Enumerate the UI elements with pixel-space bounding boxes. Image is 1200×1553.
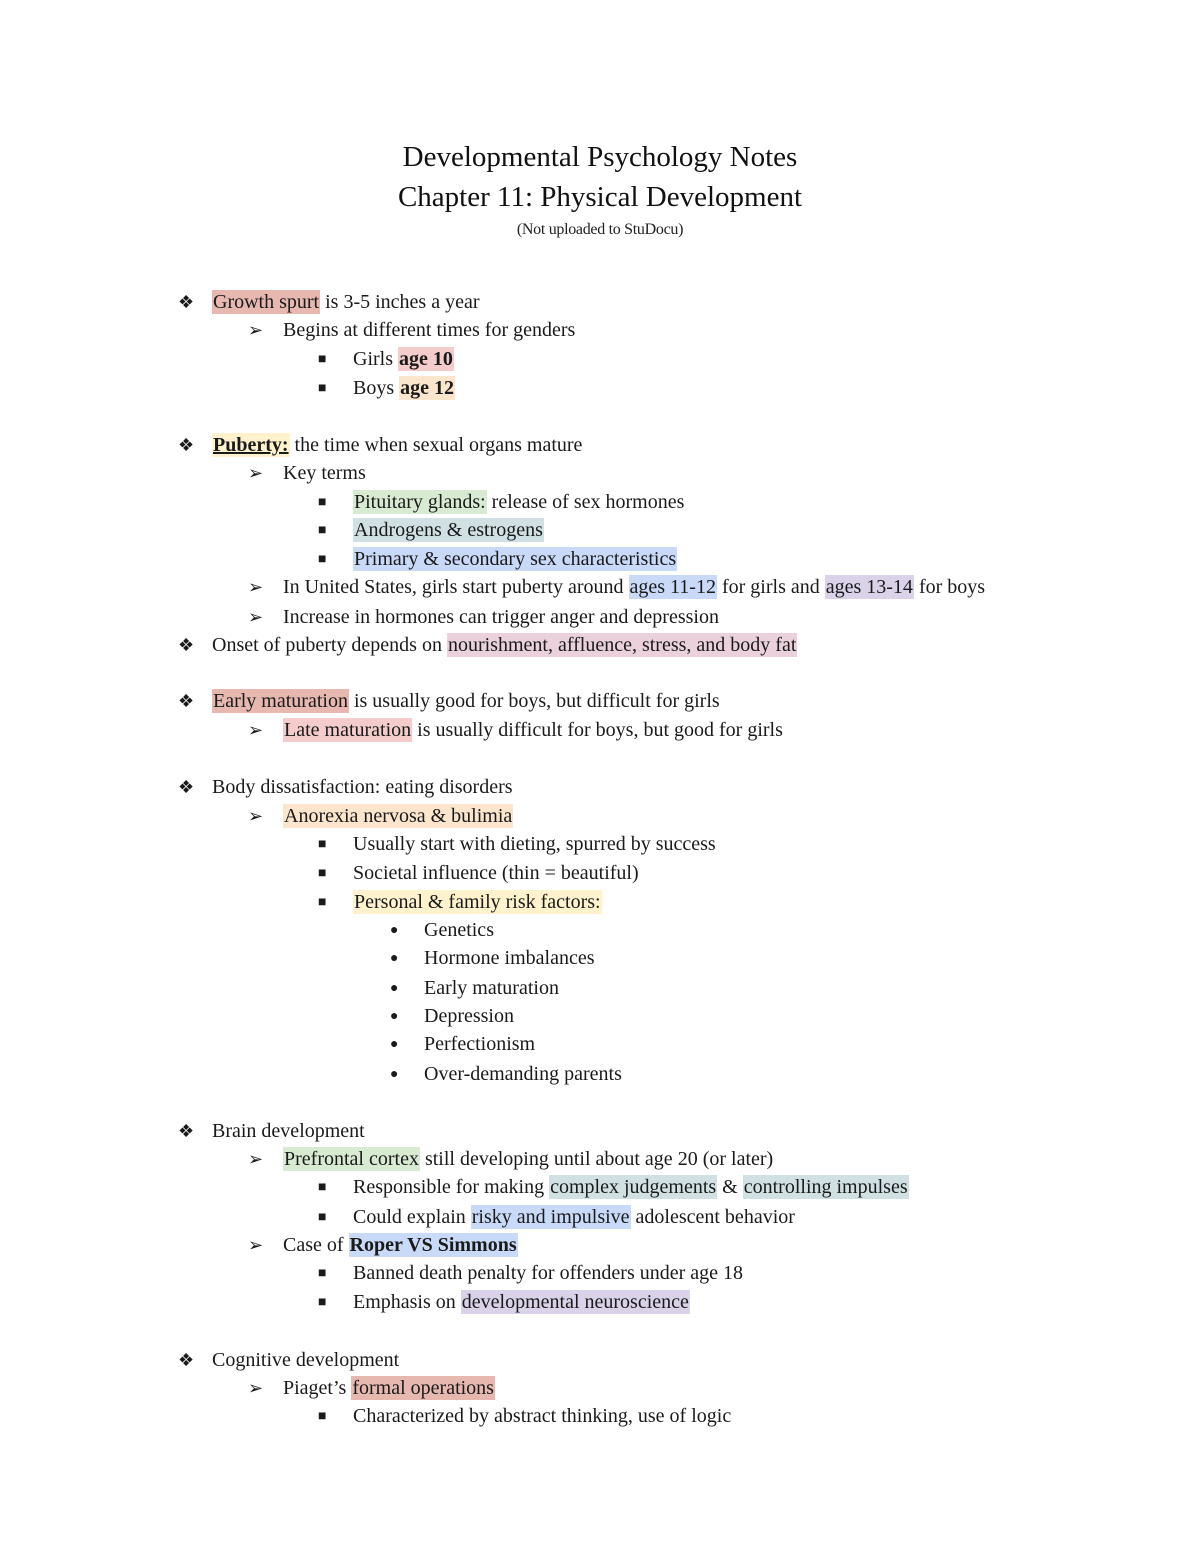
- highlight: Roper VS Simmons: [349, 1234, 517, 1256]
- list-item: [353, 347, 454, 371]
- list-item: Usually start with dieting, spurred by success: [353, 833, 716, 855]
- text: Emphasis on: [353, 1291, 461, 1313]
- dot-bullet-icon: ●: [390, 923, 399, 938]
- list-item: Hormone imbalances: [424, 947, 595, 969]
- list-item: [212, 633, 797, 657]
- arrow-bullet-icon: ➢: [248, 720, 264, 740]
- highlight: complex judgements: [550, 1176, 717, 1198]
- list-item: [353, 1205, 795, 1229]
- highlight: Late maturation: [284, 719, 412, 741]
- diamond-bullet-icon: ❖: [178, 435, 195, 455]
- square-bullet-icon: ■: [318, 895, 327, 910]
- dot-bullet-icon: ●: [390, 1009, 399, 1024]
- diamond-bullet-icon: ❖: [178, 691, 195, 711]
- list-item: Increase in hormones can trigger anger and depression: [283, 606, 719, 628]
- list-item: [212, 290, 480, 314]
- highlight: developmental neuroscience: [461, 1291, 689, 1313]
- list-item: Genetics: [424, 919, 494, 941]
- square-bullet-icon: ■: [318, 552, 327, 567]
- list-item: Banned death penalty for offenders under age 18: [353, 1262, 744, 1284]
- square-bullet-icon: ■: [318, 495, 327, 510]
- dot-bullet-icon: ●: [390, 1037, 399, 1052]
- list-item: Key terms: [283, 462, 366, 484]
- dot-bullet-icon: ●: [390, 951, 399, 966]
- arrow-bullet-icon: ➢: [248, 1378, 264, 1398]
- arrow-bullet-icon: ➢: [248, 463, 264, 483]
- list-item: [353, 547, 677, 571]
- text: Onset of puberty depends on: [212, 634, 447, 656]
- arrow-bullet-icon: ➢: [248, 1149, 264, 1169]
- square-bullet-icon: ■: [318, 523, 327, 538]
- arrow-bullet-icon: ➢: [248, 320, 264, 340]
- highlight: age 12: [400, 377, 455, 399]
- list-item: [283, 575, 985, 599]
- list-item: Early maturation: [424, 977, 559, 999]
- text: Case of: [283, 1234, 349, 1256]
- text: for girls and: [716, 576, 825, 598]
- text: the time when sexual organs mature: [289, 434, 583, 456]
- square-bullet-icon: ■: [318, 1210, 327, 1225]
- text: Could explain: [353, 1206, 471, 1228]
- square-bullet-icon: ■: [318, 837, 327, 852]
- dot-bullet-icon: ●: [390, 1067, 399, 1082]
- diamond-bullet-icon: ❖: [178, 635, 195, 655]
- text: Boys: [353, 377, 400, 399]
- list-item: [212, 433, 582, 457]
- list-item: Begins at different times for genders: [283, 319, 576, 341]
- list-item: Body dissatisfaction: eating disorders: [212, 776, 513, 798]
- highlight: Prefrontal cortex: [284, 1148, 419, 1170]
- square-bullet-icon: ■: [318, 1180, 327, 1195]
- highlight: Puberty:: [213, 434, 289, 456]
- square-bullet-icon: ■: [318, 1409, 327, 1424]
- list-item: Depression: [424, 1005, 514, 1027]
- arrow-bullet-icon: ➢: [248, 577, 264, 597]
- arrow-bullet-icon: ➢: [248, 607, 264, 627]
- list-item: [353, 1175, 909, 1199]
- square-bullet-icon: ■: [318, 352, 327, 367]
- highlight: ages 11-12: [629, 576, 716, 598]
- list-item: Over-demanding parents: [424, 1063, 622, 1085]
- list-item: Characterized by abstract thinking, use of logic: [353, 1405, 732, 1427]
- list-item: [283, 718, 783, 742]
- highlight: controlling impulses: [743, 1176, 908, 1198]
- list-item: [353, 376, 455, 400]
- highlight: Anorexia nervosa & bulimia: [284, 805, 513, 827]
- list-item: [283, 1147, 773, 1171]
- highlight: Personal & family risk factors:: [354, 891, 601, 913]
- highlight: formal operations: [352, 1377, 494, 1399]
- highlight: age 10: [399, 348, 453, 370]
- document-title: Developmental Psychology Notes: [402, 141, 798, 173]
- square-bullet-icon: ■: [318, 866, 327, 881]
- highlight: Androgens & estrogens: [354, 519, 543, 541]
- square-bullet-icon: ■: [318, 381, 327, 396]
- diamond-bullet-icon: ❖: [178, 1121, 195, 1141]
- highlight: Pituitary glands:: [354, 491, 486, 513]
- text: Piaget’s: [283, 1377, 352, 1399]
- text: is usually good for boys, but difficult for girls: [348, 690, 720, 712]
- upload-note: (Not uploaded to StuDocu): [516, 221, 684, 238]
- diamond-bullet-icon: ❖: [178, 777, 195, 797]
- highlight: risky and impulsive: [471, 1206, 630, 1228]
- list-item: [212, 689, 720, 713]
- highlight: ages 13-14: [825, 576, 913, 598]
- list-item: [353, 490, 684, 514]
- list-item: Societal influence (thin = beautiful): [353, 862, 639, 884]
- list-item: [353, 890, 602, 914]
- chapter-title: Chapter 11: Physical Development: [397, 181, 803, 213]
- highlight: Primary & secondary sex characteristics: [354, 548, 677, 570]
- arrow-bullet-icon: ➢: [248, 806, 264, 826]
- list-item: [353, 1290, 690, 1314]
- square-bullet-icon: ■: [318, 1295, 327, 1310]
- text: Responsible for making: [353, 1176, 550, 1198]
- list-item: [283, 804, 513, 828]
- arrow-bullet-icon: ➢: [248, 1235, 264, 1255]
- text: release of sex hormones: [486, 491, 685, 513]
- text: In United States, girls start puberty around: [283, 576, 629, 598]
- square-bullet-icon: ■: [318, 1266, 327, 1281]
- list-item: [353, 518, 544, 542]
- diamond-bullet-icon: ❖: [178, 292, 195, 312]
- list-item: Brain development: [212, 1120, 365, 1142]
- list-item: [283, 1376, 495, 1400]
- text: still developing until about age 20 (or later): [419, 1148, 774, 1170]
- diamond-bullet-icon: ❖: [178, 1350, 195, 1370]
- dot-bullet-icon: ●: [390, 981, 399, 996]
- text: &: [717, 1176, 743, 1198]
- highlight: Early maturation: [213, 690, 348, 712]
- text: is 3-5 inches a year: [320, 291, 480, 313]
- highlight: nourishment, affluence, stress, and body fat: [447, 634, 797, 656]
- text: adolescent behavior: [630, 1206, 795, 1228]
- highlight: Growth spurt: [213, 291, 320, 313]
- list-item: [283, 1233, 518, 1257]
- list-item: Perfectionism: [424, 1033, 536, 1055]
- text: Girls: [353, 348, 398, 370]
- list-item: Cognitive development: [212, 1349, 400, 1371]
- text: for boys: [913, 576, 986, 598]
- text: is usually difficult for boys, but good for girls: [412, 719, 783, 741]
